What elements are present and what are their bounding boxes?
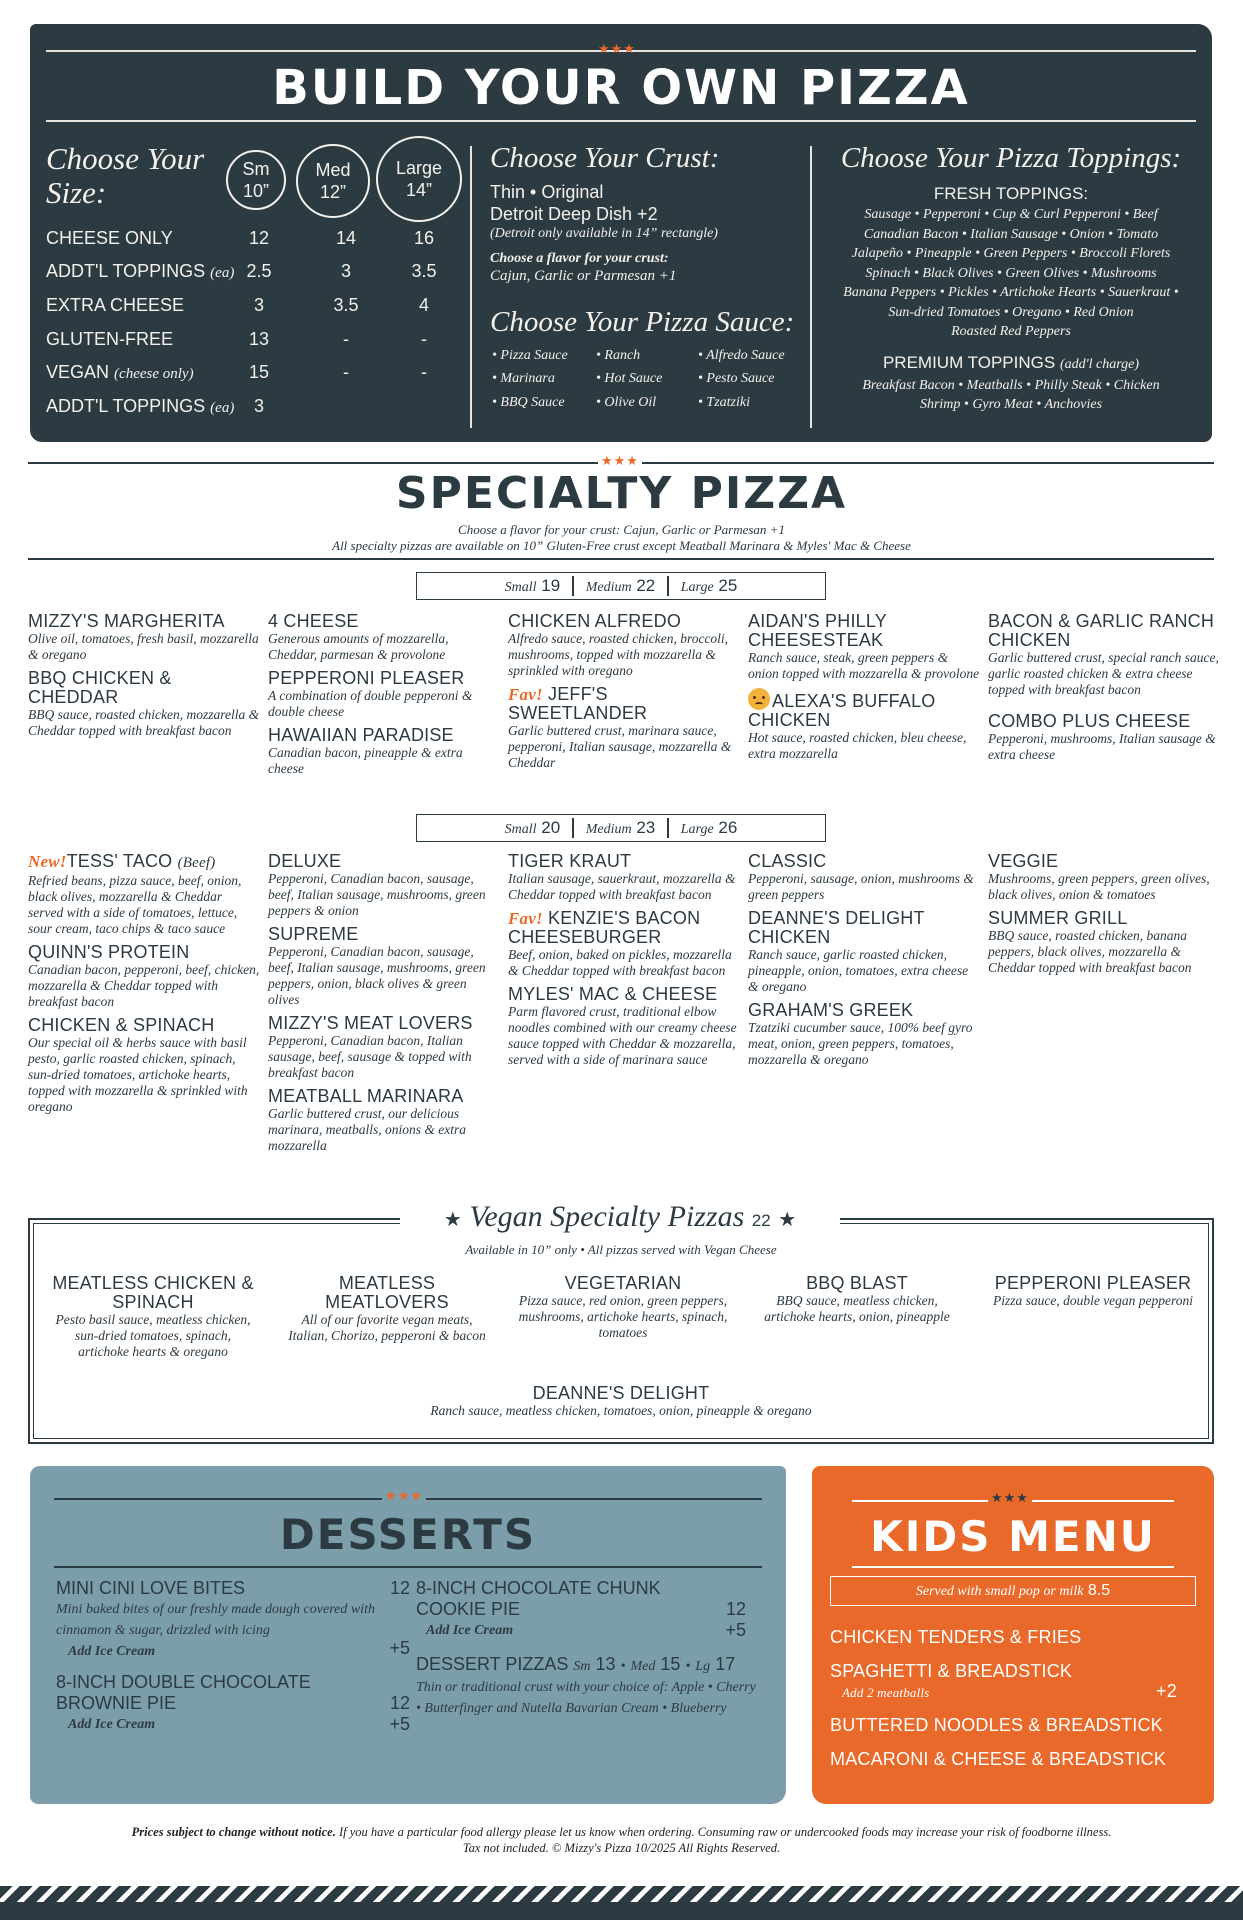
sauce-item: • Olive Oil — [596, 395, 657, 410]
large-value: 26 — [718, 818, 738, 837]
medium-value: 23 — [636, 818, 656, 837]
pizza-name: MIZZY'S MEAT LOVERS — [268, 1013, 473, 1033]
pizza-name: DEANNE'S DELIGHT CHICKEN — [748, 908, 925, 947]
pizza-description: Pepperoni, Canadian bacon, sausage, beef, Italian sausage, mushrooms, green peppers, onion, black olives & green olives — [268, 944, 486, 1007]
pizza-name: PEPPERONI PLEASER — [994, 1273, 1192, 1293]
pizza-description: Beef, onion, baked on pickles, mozzarella & Cheddar topped with breakfast bacon — [508, 947, 732, 978]
add-on-price: +5 — [389, 1714, 410, 1734]
footer-bold: Prices subject to change without notice. — [131, 1825, 336, 1839]
large-price: - — [421, 329, 427, 349]
add-on-price: +5 — [725, 1620, 746, 1640]
size-label: Sm — [242, 159, 270, 179]
vegan-item — [282, 1274, 492, 1344]
tier1-column — [748, 612, 980, 768]
kids-add-note: Add 2 meatballs — [842, 1685, 930, 1700]
size-small-circle — [226, 150, 286, 210]
divider — [572, 818, 574, 838]
row-note: (ea) — [210, 265, 235, 281]
dessert-name: MINI CINI LOVE BITES — [56, 1578, 246, 1598]
kids-bottom-rule — [852, 1566, 1174, 1568]
pizza-item — [508, 612, 740, 679]
row-label — [46, 362, 194, 383]
title-rule — [46, 120, 1196, 122]
add-ice-cream: Add Ice Cream — [426, 1623, 514, 1638]
size-inches: 14” — [405, 180, 432, 200]
topping-line: Breakfast Bacon • Meatballs • Philly Steak • Chicken — [862, 377, 1160, 393]
pizza-description: BBQ sauce, roasted chicken, mozzarella & Cheddar topped with breakfast bacon — [28, 707, 260, 738]
sauce-item: • Alfredo Sauce — [698, 348, 785, 363]
pizza-item — [268, 925, 500, 1008]
sauce-item: • Hot Sauce — [596, 371, 663, 386]
pizza-item — [268, 1014, 500, 1081]
pizza-description: Garlic buttered crust, special ranch sauce, garlic roasted chicken & extra cheese topped with breakfast bacon — [988, 650, 1219, 697]
dessert-name: 8-INCH CHOCOLATE CHUNK COOKIE PIE — [416, 1578, 661, 1619]
size-inches: 10” — [242, 181, 269, 201]
pizza-name: TIGER KRAUT — [508, 851, 632, 871]
tier2-column — [268, 852, 500, 1160]
pizza-description: Canadian bacon, pineapple & extra cheese — [268, 745, 463, 776]
pizza-description: Ranch sauce, steak, green peppers & onion topped with mozzarella & provolone — [748, 650, 980, 681]
size-row — [46, 295, 456, 325]
pizza-description: Garlic buttered crust, our delicious marinara, meatballs, onions & extra mozzarella — [268, 1106, 466, 1153]
row-label: CHEESE ONLY — [46, 228, 173, 248]
kids-price: 8.5 — [1087, 1582, 1111, 1599]
toppings-heading: Choose Your Pizza Toppings: — [840, 142, 1182, 174]
pizza-name: CHICKEN ALFREDO — [508, 611, 682, 631]
pizza-name: DEANNE'S DELIGHT — [532, 1383, 710, 1403]
pizza-item — [28, 612, 260, 663]
pizza-description: Pepperoni, mushrooms, Italian sausage & extra cheese — [988, 731, 1216, 762]
pizza-item — [268, 726, 500, 777]
dessert-item — [416, 1578, 666, 1641]
pizza-description: Generous amounts of mozzarella, Cheddar, parmesan & provolone — [268, 631, 449, 662]
pizza-item — [268, 852, 500, 919]
size-heading: Choose Your Size: — [46, 141, 205, 210]
pizza-name — [508, 685, 740, 723]
tier2-column — [988, 852, 1220, 982]
row-label: EXTRA CHEESE — [46, 295, 185, 315]
large-price: - — [421, 362, 427, 382]
pizza-name: CLASSIC — [748, 851, 827, 871]
medium-price: - — [343, 329, 349, 349]
pizza-name — [28, 852, 260, 873]
served-note: Served with small pop or milk — [915, 1584, 1084, 1599]
column-divider — [810, 146, 812, 428]
pizza-description: Ranch sauce, meatless chicken, tomatoes, onion, pineapple & oregano — [430, 1403, 812, 1418]
pizza-description: Canadian bacon, pepperoni, beef, chicken, mozzarella & Cheddar topped with breakfast bacon — [28, 962, 260, 1009]
hot-face-icon — [748, 688, 770, 710]
size-price: 15 — [660, 1654, 681, 1674]
tier2-column — [508, 852, 740, 1074]
dessert-item — [56, 1672, 376, 1735]
divider — [572, 576, 574, 596]
pizza-item — [988, 909, 1220, 976]
sauce-item: • BBQ Sauce — [492, 395, 565, 410]
size-row — [46, 329, 456, 359]
tier1-column — [988, 612, 1220, 769]
medium-price: - — [343, 362, 349, 382]
pizza-description: Pizza sauce, red onion, green peppers, mushrooms, artichoke hearts, spinach, tomatoes — [518, 1293, 728, 1340]
small-value: 19 — [541, 576, 561, 595]
divider — [667, 576, 669, 596]
vegan-item — [310, 1384, 932, 1419]
crust-note: (Detroit only available in 14” rectangle) — [490, 226, 718, 241]
pizza-item — [268, 612, 500, 663]
dessert-price: 12 — [725, 1599, 746, 1619]
fav-tag: Fav! — [508, 909, 543, 928]
crust-heading: Choose Your Crust: — [490, 142, 720, 174]
size-medium-circle — [296, 144, 370, 218]
pizza-item — [268, 1087, 500, 1154]
star-icon: ★ — [778, 1209, 797, 1231]
dessert-price: 12 — [389, 1578, 410, 1598]
pizza-description: Alfredo sauce, roasted chicken, broccoli, mushrooms, topped with mozzarella & sprinkled with oregano — [508, 631, 729, 678]
crust-options: Thin • Original — [490, 182, 604, 202]
small-price: 2.5 — [246, 261, 272, 281]
pizza-description: Parm flavored crust, traditional elbow noodles combined with our creamy cheese sauce topped with Cheddar & mozzarella, served with a side of marinara sauce — [508, 1004, 737, 1067]
pizza-name: PEPPERONI PLEASER — [268, 668, 465, 688]
vegan-section — [28, 1200, 1214, 1444]
crust-flavor: Cajun, Garlic or Parmesan +1 — [490, 268, 677, 284]
pizza-description: Hot sauce, roasted chicken, bleu cheese, extra mozzarella — [748, 730, 967, 761]
pizza-name — [748, 688, 980, 730]
add-ice-cream: Add Ice Cream — [68, 1717, 156, 1732]
pizza-description: Italian sausage, sauerkraut, mozzarella & Cheddar topped with breakfast bacon — [508, 871, 736, 902]
pizza-name-text: KENZIE'S BACON CHEESEBURGER — [508, 908, 701, 947]
large-price — [681, 818, 738, 838]
pizza-name: GRAHAM'S GREEK — [748, 1000, 914, 1020]
size-row — [46, 228, 456, 258]
pizza-item — [28, 943, 260, 1010]
topping-line: Shrimp • Gyro Meat • Anchovies — [919, 397, 1103, 412]
pizza-item — [748, 688, 980, 762]
topping-line: Sun-dried Tomatoes • Oregano • Red Onion — [888, 304, 1134, 320]
medium-label: Medium — [585, 822, 632, 837]
pizza-name: SUPREME — [268, 924, 359, 944]
kids-item: BUTTERED NOODLES & BREADSTICK — [830, 1715, 1163, 1735]
vegan-item — [988, 1274, 1198, 1309]
size-label: Sm — [573, 1659, 591, 1674]
kids-served-box — [830, 1576, 1196, 1606]
kids-title: KIDS MENU — [870, 1512, 1156, 1561]
vegan-item — [752, 1274, 962, 1325]
pizza-name: AIDAN'S PHILLY CHEESESTEAK — [748, 611, 887, 650]
vegan-item — [48, 1274, 258, 1360]
pizza-name: MEATBALL MARINARA — [268, 1086, 464, 1106]
desserts-panel — [30, 1466, 786, 1804]
pizza-name: COMBO PLUS CHEESE — [988, 711, 1191, 731]
crust-flavor-heading: Choose a flavor for your crust: — [490, 251, 669, 266]
pizza-name: MYLES' MAC & CHEESE — [508, 984, 718, 1004]
topping-line: Banana Peppers • Pickles • Artichoke Hearts • Sauerkraut • — [843, 285, 1179, 300]
pizza-item — [988, 712, 1220, 763]
vegan-price: 22 — [751, 1211, 771, 1230]
tier1-column — [28, 612, 260, 745]
size-large-circle — [376, 136, 462, 222]
gluten-free-note: All specialty pizzas are available on 10” Gluten-Free crust except Meatball Marinara & Myles' Mac & Cheese — [332, 538, 911, 553]
stars-decoration: ★★★ — [598, 41, 636, 56]
topping-line: Roasted Red Peppers — [951, 324, 1071, 339]
medium-label: Medium — [585, 580, 632, 595]
pizza-item — [748, 612, 980, 682]
footer-copyright: Tax not included. © Mizzy's Pizza 10/2025 All Rights Reserved. — [462, 1841, 781, 1855]
medium-price: 3 — [340, 261, 351, 281]
pizza-description: Garlic buttered crust, marinara sauce, pepperoni, Italian sausage, mozzarella & Cheddar — [508, 723, 732, 770]
kids-item: CHICKEN TENDERS & FRIES — [830, 1627, 1082, 1647]
pizza-name: QUINN'S PROTEIN — [28, 942, 190, 962]
tier2-column — [748, 852, 980, 1074]
small-price: 3 — [253, 295, 264, 315]
pizza-description: Refried beans, pizza sauce, beef, onion, black olives, mozzarella & Cheddar served with a side of tomatoes, lettuce, sour cream, taco chips & taco sauce — [28, 873, 242, 936]
pizza-name: CHICKEN & SPINACH — [28, 1015, 215, 1035]
large-price: 16 — [413, 228, 435, 248]
pizza-item — [508, 909, 740, 979]
fresh-toppings-heading: FRESH TOPPINGS: — [933, 184, 1089, 203]
pizza-name: SUMMER GRILL — [988, 908, 1128, 928]
pizza-item — [28, 1016, 260, 1115]
crust-flavor-note: Choose a flavor for your crust: Cajun, Garlic or Parmesan +1 — [458, 522, 785, 537]
size-row — [46, 396, 456, 426]
vegan-item — [518, 1274, 728, 1341]
footer-line — [0, 1824, 1243, 1840]
pizza-name-text: JEFF'S SWEETLANDER — [508, 684, 648, 723]
add-on-price: +5 — [389, 1638, 410, 1658]
row-label — [46, 396, 234, 417]
stars-decoration: ★★★ — [988, 1490, 1032, 1506]
small-price: 15 — [248, 362, 270, 382]
row-label: GLUTEN-FREE — [46, 329, 174, 349]
size-label: Med — [315, 160, 351, 180]
premium-toppings-heading — [822, 352, 1200, 376]
vegan-note: Available in 10” only • All pizzas served with Vegan Cheese — [465, 1242, 777, 1257]
pizza-name: MIZZY'S MARGHERITA — [28, 611, 225, 631]
kids-item: SPAGHETTI & BREADSTICK — [830, 1661, 1073, 1681]
size-label: Large — [395, 158, 443, 178]
pizza-description: Pesto basil sauce, meatless chicken, sun-dried tomatoes, spinach, artichoke hearts & oregano — [55, 1312, 251, 1359]
specialty-title: SPECIALTY PIZZA — [395, 468, 848, 519]
small-price: 3 — [253, 396, 264, 416]
pizza-item — [988, 612, 1220, 698]
row-label-text: ADDT'L TOPPINGS — [46, 396, 206, 416]
pizza-description: Pepperoni, Canadian bacon, sausage, beef, Italian sausage, mushrooms, green peppers & onion — [268, 871, 486, 918]
pizza-name: VEGGIE — [988, 851, 1059, 871]
pizza-item — [748, 852, 980, 903]
small-price — [505, 818, 561, 838]
column-divider — [470, 146, 472, 428]
sauce-item: • Tzatziki — [698, 395, 750, 410]
new-tag: New! — [28, 852, 67, 871]
dessert-name: DESSERT PIZZAS Sm 13 • Med 15 • Lg 17 — [416, 1654, 736, 1674]
add-ice-cream: Add Ice Cream — [68, 1644, 156, 1659]
vegan-title — [400, 1200, 840, 1234]
pizza-name: VEGETARIAN — [564, 1273, 682, 1293]
large-label: Large — [680, 580, 714, 595]
price-tier-box — [416, 572, 826, 600]
large-price — [681, 576, 738, 596]
tier1-column — [268, 612, 500, 783]
small-price: 13 — [248, 329, 270, 349]
pizza-description: Mushrooms, green peppers, green olives, black olives, onion & tomatoes — [988, 871, 1210, 902]
pizza-name: HAWAIIAN PARADISE — [268, 725, 454, 745]
size-row — [46, 261, 456, 291]
pizza-name: 4 CHEESE — [268, 611, 359, 631]
topping-line: Jalapeño • Pineapple • Green Peppers • Broccoli Florets — [851, 246, 1171, 261]
pizza-item — [508, 685, 740, 771]
byo-title: BUILD YOUR OWN PIZZA — [272, 60, 970, 116]
kids-add-price: +2 — [1156, 1681, 1177, 1701]
stars-decoration: ★★★ — [382, 1488, 426, 1504]
medium-price — [586, 818, 656, 838]
pizza-description: Ranch sauce, garlic roasted chicken, pineapple, onion, tomatoes, extra cheese & oregano — [748, 947, 969, 994]
size-price: 17 — [715, 1654, 736, 1674]
size-price: 13 — [595, 1654, 616, 1674]
row-note: (ea) — [210, 400, 235, 416]
pizza-description: Pepperoni, sausage, onion, mushrooms & green peppers — [748, 871, 974, 902]
desserts-title: DESSERTS — [279, 1510, 537, 1559]
fav-tag: Fav! — [508, 685, 543, 704]
pizza-name: DELUXE — [268, 851, 342, 871]
dessert-name-text: DESSERT PIZZAS — [416, 1654, 569, 1674]
premium-label: PREMIUM TOPPINGS — [882, 352, 1056, 372]
pizza-item — [988, 852, 1220, 903]
pizza-description: Our special oil & herbs sauce with basil pesto, garlic roasted chicken, spinach, sun-dried tomatoes, artichoke hearts, topped with mozzarella & sprinkled with oregano — [28, 1035, 248, 1114]
small-price — [505, 576, 561, 596]
dessert-price: 12 — [389, 1693, 410, 1713]
crust-section — [490, 142, 810, 285]
pizza-description: Pepperoni, Canadian bacon, Italian sausage, beef, sausage & topped with breakfast bacon — [268, 1033, 472, 1080]
size-label: Med — [630, 1659, 656, 1674]
pizza-name: BACON & GARLIC RANCH CHICKEN — [988, 611, 1215, 650]
pizza-item — [748, 1001, 980, 1068]
dessert-item — [416, 1654, 756, 1719]
pizza-description: Pizza sauce, double vegan pepperoni — [992, 1293, 1194, 1308]
pizza-description: BBQ sauce, meatless chicken, artichoke hearts, onion, pineapple — [764, 1293, 950, 1324]
pizza-name: BBQ CHICKEN & CHEDDAR — [28, 668, 172, 707]
premium-note: (add'l charge) — [1059, 356, 1140, 372]
row-label-text: VEGAN — [46, 362, 110, 382]
star-icon: ★ — [443, 1209, 462, 1231]
pizza-description: Olive oil, tomatoes, fresh basil, mozzarella & oregano — [28, 631, 259, 662]
pizza-item — [748, 909, 980, 995]
pizza-name-text: ALEXA'S BUFFALO CHICKEN — [748, 691, 936, 730]
small-price: 12 — [248, 228, 270, 248]
pizza-description: A combination of double pepperoni & double cheese — [268, 688, 473, 719]
large-label: Large — [680, 822, 714, 837]
pizza-name — [508, 909, 740, 947]
medium-price: 14 — [335, 228, 357, 248]
pizza-item — [268, 669, 500, 720]
divider — [667, 818, 669, 838]
pizza-name-text: TESS' TACO — [66, 851, 173, 871]
sauce-item: • Marinara — [492, 371, 555, 386]
large-price: 4 — [418, 295, 429, 315]
size-row — [46, 362, 456, 392]
sauce-item: • Ranch — [596, 348, 641, 363]
kids-menu-panel — [812, 1466, 1214, 1804]
sauce-item: • Pesto Sauce — [698, 371, 775, 386]
topping-line: Spinach • Black Olives • Green Olives • Mushrooms — [865, 265, 1157, 281]
pizza-name: MEATLESS MEATLOVERS — [325, 1273, 449, 1312]
medium-price — [586, 576, 656, 596]
sauce-heading: Choose Your Pizza Sauce: — [490, 306, 795, 338]
footer-bar — [0, 1902, 1243, 1920]
small-label: Small — [504, 822, 537, 837]
medium-price: 3.5 — [333, 295, 359, 315]
pizza-item — [508, 985, 740, 1068]
row-label — [46, 261, 234, 282]
size-inches: 12” — [319, 182, 346, 202]
stars-decoration: ★★★ — [598, 453, 642, 469]
pizza-item — [28, 852, 260, 937]
tier2-column — [28, 852, 260, 1121]
specialty-bottom-rule — [28, 558, 1214, 560]
pizza-name-note: (Beef) — [177, 855, 216, 871]
pizza-description: BBQ sauce, roasted chicken, banana peppers, black olives, mozzarella & Cheddar topped with breakfast bacon — [988, 928, 1192, 975]
footer-disclaimer — [0, 1824, 1243, 1856]
dessert-description: Thin or traditional crust with your choice of: Apple • Cherry • Butterfinger and Nutella Bavarian Cream • Blueberry — [416, 1680, 756, 1716]
topping-line: Canadian Bacon • Italian Sausage • Onion • Tomato — [863, 226, 1159, 242]
dessert-description: Mini baked bites of our freshly made dough covered with cinnamon & sugar, drizzled with icing — [56, 1602, 375, 1638]
row-note: (cheese only) — [114, 366, 194, 382]
tier1-column — [508, 612, 740, 777]
pizza-name: MEATLESS CHICKEN & SPINACH — [52, 1273, 254, 1312]
size-label: Lg — [695, 1659, 711, 1674]
dessert-item — [56, 1578, 408, 1662]
topping-line: Sausage • Pepperoni • Cup & Curl Pepperoni • Beef — [864, 207, 1158, 222]
dessert-name: 8-INCH DOUBLE CHOCOLATE BROWNIE PIE — [56, 1672, 311, 1713]
vegan-title-text: Vegan Specialty Pizzas — [469, 1200, 745, 1233]
build-your-own-panel — [30, 24, 1212, 442]
large-price: 3.5 — [411, 261, 437, 281]
medium-value: 22 — [636, 576, 656, 595]
small-value: 20 — [541, 818, 561, 837]
row-label-text: ADDT'L TOPPINGS — [46, 261, 206, 281]
small-label: Small — [504, 580, 537, 595]
large-value: 25 — [718, 576, 738, 595]
price-tier-box — [416, 814, 826, 842]
pizza-description: All of our favorite vegan meats, Italian, Chorizo, pepperoni & bacon — [288, 1312, 486, 1343]
toppings-section — [822, 142, 1200, 415]
pizza-name: BBQ BLAST — [806, 1273, 908, 1293]
pizza-item — [28, 669, 260, 739]
crust-deep-dish: Detroit Deep Dish +2 — [490, 204, 658, 224]
sauce-item: • Pizza Sauce — [492, 348, 568, 363]
desserts-bottom-rule — [54, 1566, 762, 1568]
pizza-description: Tzatziki cucumber sauce, 100% beef gyro meat, onion, green peppers, tomatoes, mozzarella & oregano — [748, 1020, 973, 1067]
kids-item: MACARONI & CHEESE & BREADSTICK — [830, 1749, 1167, 1769]
footer-allergy: If you have a particular food allergy please let us know when ordering. Consuming raw or undercooked foods may increase your risk of foodborne illness. — [338, 1825, 1112, 1839]
pizza-item — [508, 852, 740, 903]
